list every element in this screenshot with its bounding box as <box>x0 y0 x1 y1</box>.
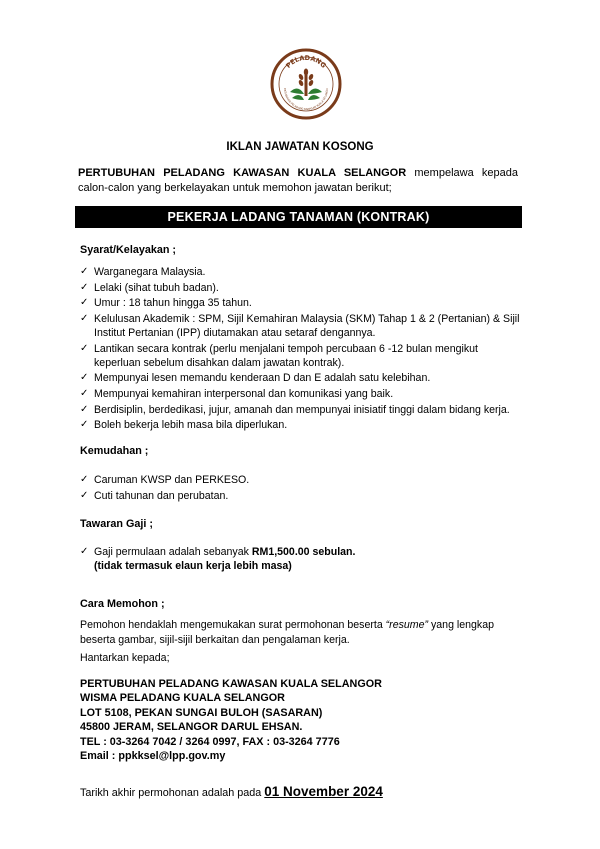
apply-resume: “resume” <box>385 619 429 631</box>
list-item-text: Berdisiplin, berdedikasi, jujur, amanah dan mempunyai inisiatif tinggi dalam bidang kerja. <box>94 403 510 416</box>
list-item <box>80 296 520 310</box>
check-icon: ✓ <box>80 489 89 501</box>
email-line: Email : ppkksel@lpp.gov.my <box>80 750 226 763</box>
intro-paragraph <box>78 166 518 196</box>
list-item <box>80 371 520 385</box>
check-icon: ✓ <box>80 281 89 293</box>
svg-text:PERTUBUHAN PELADANG KAWASAN KU: ERTUBUHAN PELADANG KAWASAN KUALA SELANGO <box>282 88 330 112</box>
requirements-heading: Syarat/Kelayakan ; <box>80 244 177 256</box>
list-item-text: Cuti tahunan dan perubatan. <box>94 489 229 502</box>
salary-text: Gaji permulaan adalah sebanyak <box>94 546 252 558</box>
list-item-text: Mempunyai kemahiran interpersonal dan komunikasi yang baik. <box>94 387 394 400</box>
list-item-text: Mempunyai lesen memandu kenderaan D dan E adalah satu kelebihan. <box>94 372 431 385</box>
list-item <box>80 265 520 279</box>
apply-paragraph <box>80 618 520 647</box>
list-item-text: Caruman KWSP dan PERKESO. <box>94 474 250 486</box>
benefits-heading: Kemudahan ; <box>80 445 149 457</box>
check-icon: ✓ <box>80 312 89 324</box>
list-item-text: Lelaki (sihat tubuh badan). <box>94 281 219 294</box>
address-line: LOT 5108, PEKAN SUNGAI BULOH (SASARAN) <box>80 706 323 719</box>
check-icon: ✓ <box>80 419 89 431</box>
list-item <box>80 281 520 295</box>
salary-list <box>80 545 520 575</box>
list-item-text: Warganegara Malaysia. <box>94 266 206 278</box>
address-line: 45800 JERAM, SELANGOR DARUL EHSAN. <box>80 721 303 734</box>
list-item-text: Boleh bekerja lebih masa bila diperlukan. <box>94 419 288 432</box>
salary-amount: RM1,500.00 sebulan. <box>251 546 356 558</box>
intro-org: PERTUBUHAN PELADANG KAWASAN KUALA SELANGOR <box>78 167 407 179</box>
page-title: IKLAN JAWATAN KOSONG <box>226 141 374 153</box>
send-to-label: Hantarkan kepada; <box>80 652 170 664</box>
phone-fax-line: TEL : 03-3264 7042 / 3264 0997, FAX : 03-3264 7776 <box>80 735 340 748</box>
benefits-list <box>80 473 520 504</box>
check-icon: ✓ <box>80 546 89 557</box>
list-item <box>80 418 520 432</box>
list-item-text: Umur : 18 tahun hingga 35 tahun. <box>94 297 252 310</box>
check-icon: ✓ <box>80 266 89 277</box>
intro-text: mempelawa kepada calon-calon yang berkelayakan untuk memohon jawatan berikut; <box>78 167 518 194</box>
svg-text:PELADANG: PELADANG <box>284 53 328 70</box>
apply-heading: Cara Memohon ; <box>80 598 165 610</box>
check-icon: ✓ <box>80 403 89 415</box>
address-line: WISMA PELADANG KUALA SELANGOR <box>80 692 285 705</box>
list-item <box>80 545 520 573</box>
check-icon: ✓ <box>80 372 89 384</box>
apply-text-after: yang lengkap beserta gambar, sijil-sijil berkaitan dan pengalaman kerja. <box>80 619 495 646</box>
list-item-text: Kelulusan Akademik : SPM, Sijil Kemahiran Malaysia (SKM) Tahap 1 & 2 (Pertanian) & Sijil Institut Pertanian (IPP) diutamakan atau setaraf dengannya. <box>94 312 520 339</box>
list-item <box>80 312 520 340</box>
check-icon: ✓ <box>80 387 89 399</box>
salary-heading: Tawaran Gaji ; <box>80 518 154 530</box>
requirements-list <box>80 265 520 434</box>
peladang-logo <box>270 48 342 120</box>
position-banner: PEKERJA LADANG TANAMAN (KONTRAK) <box>75 206 522 228</box>
list-item <box>80 473 520 487</box>
apply-text-before: Pemohon hendaklah mengemukakan surat permohonan beserta <box>80 619 386 631</box>
address-line: PERTUBUHAN PELADANG KAWASAN KUALA SELANGOR <box>80 678 382 690</box>
check-icon: ✓ <box>80 297 89 309</box>
address-block <box>80 677 382 763</box>
deadline-text: Tarikh akhir permohonan adalah pada <box>80 787 265 799</box>
salary-note: (tidak termasuk elaun kerja lebih masa) <box>94 560 292 573</box>
list-item-text: Lantikan secara kontrak (perlu menjalani tempoh percubaan 6 -12 bulan mengikut keperluan sebelum disahkan dalam jawatan kontrak). <box>94 342 478 369</box>
deadline <box>80 783 383 801</box>
deadline-date: 01 November 2024 <box>264 784 383 799</box>
check-icon: ✓ <box>80 342 89 354</box>
list-item <box>80 489 520 503</box>
list-item <box>80 342 520 370</box>
check-icon: ✓ <box>80 474 89 485</box>
list-item <box>80 403 520 417</box>
list-item <box>80 387 520 401</box>
